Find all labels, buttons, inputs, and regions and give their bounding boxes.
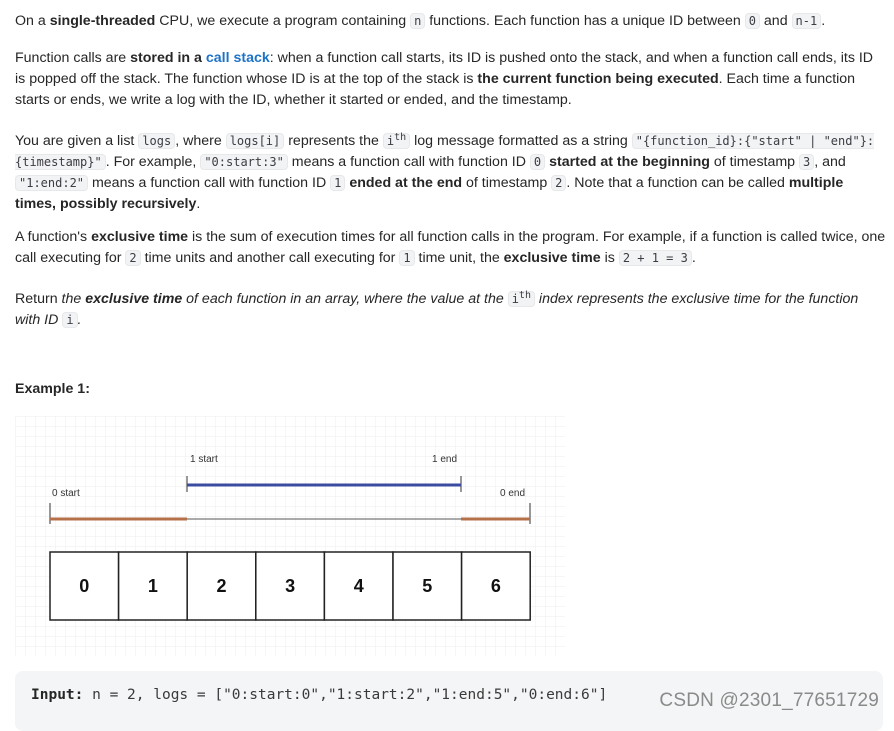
- cell-label-0: 0: [79, 576, 90, 596]
- inline-code: 1: [399, 250, 414, 266]
- inline-code: 0: [530, 154, 545, 170]
- bold-text: exclusive time: [503, 250, 601, 266]
- inline-code: i: [62, 312, 77, 328]
- text: log message formatted as a string: [410, 133, 632, 149]
- text: .: [821, 13, 826, 29]
- label-1-start: 1 start: [190, 454, 218, 465]
- time-cells: [50, 552, 530, 620]
- text: Return: [15, 291, 62, 307]
- cell-label-4: 4: [353, 576, 364, 596]
- bold-text: ended at the end: [349, 175, 463, 191]
- italic-text: [62, 291, 508, 307]
- timeline-diagram: [15, 416, 565, 656]
- paragraph-3: [15, 127, 887, 215]
- inline-code: "{function_id}:{"start" | "end"}:{timestamp}": [15, 134, 875, 169]
- bold-text: started at the beginning: [549, 154, 710, 170]
- bold-text: multiple times, possibly recursively: [15, 175, 844, 212]
- inline-code: [508, 291, 535, 307]
- inline-code: 2 + 1 = 3: [619, 250, 692, 266]
- inline-code: "1:end:2": [15, 175, 88, 191]
- inline-code: 1: [330, 175, 345, 191]
- inline-code: 2: [125, 250, 140, 266]
- bold-text: the current function being executed: [477, 71, 719, 87]
- text: is: [600, 250, 619, 266]
- bold-text: exclusive time: [85, 291, 183, 307]
- inline-code: n-1: [792, 13, 822, 29]
- superscript: th: [518, 290, 531, 301]
- text: of timestamp: [709, 154, 800, 170]
- text: is the sum of execution times for all function calls in the program. For example, if a function is called twice, one call executing for: [15, 229, 886, 266]
- text: i: [386, 134, 395, 148]
- cell-label-5: 5: [422, 576, 433, 596]
- text: means a function call with function ID: [287, 154, 530, 170]
- inline-code: [383, 133, 410, 149]
- inline-code: "0:start:3": [200, 154, 287, 170]
- bold-text: stored in a: [130, 50, 202, 66]
- paragraph-2: [15, 48, 887, 111]
- text: represents the: [284, 133, 383, 149]
- text: of each function in an array, where the value at the: [182, 291, 508, 307]
- timeline-svg: [15, 416, 565, 656]
- text: On a: [15, 13, 50, 29]
- text: CPU, we execute a program containing: [155, 13, 411, 29]
- text: i: [511, 292, 519, 306]
- label-1-end: 1 end: [432, 454, 458, 465]
- italic-text: .: [77, 312, 82, 328]
- inline-code: 2: [551, 175, 566, 191]
- text: Function calls are: [15, 50, 131, 66]
- text: . Note that a function can be called: [566, 175, 789, 191]
- text: , and: [814, 154, 846, 170]
- superscript: th: [394, 132, 407, 143]
- label-0-end: 0 end: [500, 488, 526, 499]
- example-input-line: [31, 687, 607, 703]
- paragraph-1: [15, 11, 887, 32]
- text: of timestamp: [462, 175, 552, 191]
- text: .: [196, 196, 201, 212]
- cell-label-3: 3: [285, 576, 296, 596]
- call-stack-link[interactable]: call stack: [205, 50, 270, 66]
- bold-text: exclusive time: [91, 229, 189, 245]
- text: You are given a list: [15, 133, 139, 149]
- bold-text: single-threaded: [49, 13, 156, 29]
- inline-code: n: [410, 13, 425, 29]
- text: time units and another call executing for: [140, 250, 400, 266]
- text: time unit, the: [414, 250, 504, 266]
- text: functions. Each function has a unique ID between: [425, 13, 745, 29]
- italic-text: index represents the exclusive time for the function with ID: [15, 291, 859, 328]
- paragraph-4: [15, 227, 887, 269]
- inline-code: 0: [745, 13, 760, 29]
- text: and: [759, 13, 792, 29]
- input-value: n = 2, logs = ["0:start:0","1:start:2","1:end:5","0:end:6"]: [83, 687, 608, 703]
- text: , where: [175, 133, 226, 149]
- cell-label-1: 1: [147, 576, 158, 596]
- inline-code: logs: [138, 133, 175, 149]
- text: . Each time a function starts or ends, we write a log with the ID, whether it started or ended, and the timestamp.: [15, 71, 856, 108]
- inline-code: 3: [799, 154, 814, 170]
- cell-label-2: 2: [216, 576, 227, 596]
- text: A function's: [15, 229, 92, 245]
- cell-label-6: 6: [490, 576, 501, 596]
- text: . For example,: [105, 154, 201, 170]
- watermark: CSDN @2301_77651729: [659, 690, 879, 711]
- label-0-start: 0 start: [52, 488, 80, 499]
- paragraph-5: [15, 285, 887, 331]
- input-label: Input:: [31, 687, 84, 703]
- example-title: Example 1:: [15, 381, 90, 397]
- text: : when a function call starts, its ID is pushed onto the stack, and when a function call ends, its ID is popped off the stack. The function whose ID is at the top of the stack is: [15, 50, 874, 87]
- inline-code: logs[i]: [226, 133, 285, 149]
- text: the: [61, 291, 86, 307]
- text: means a function call with function ID: [88, 175, 331, 191]
- text: .: [691, 250, 696, 266]
